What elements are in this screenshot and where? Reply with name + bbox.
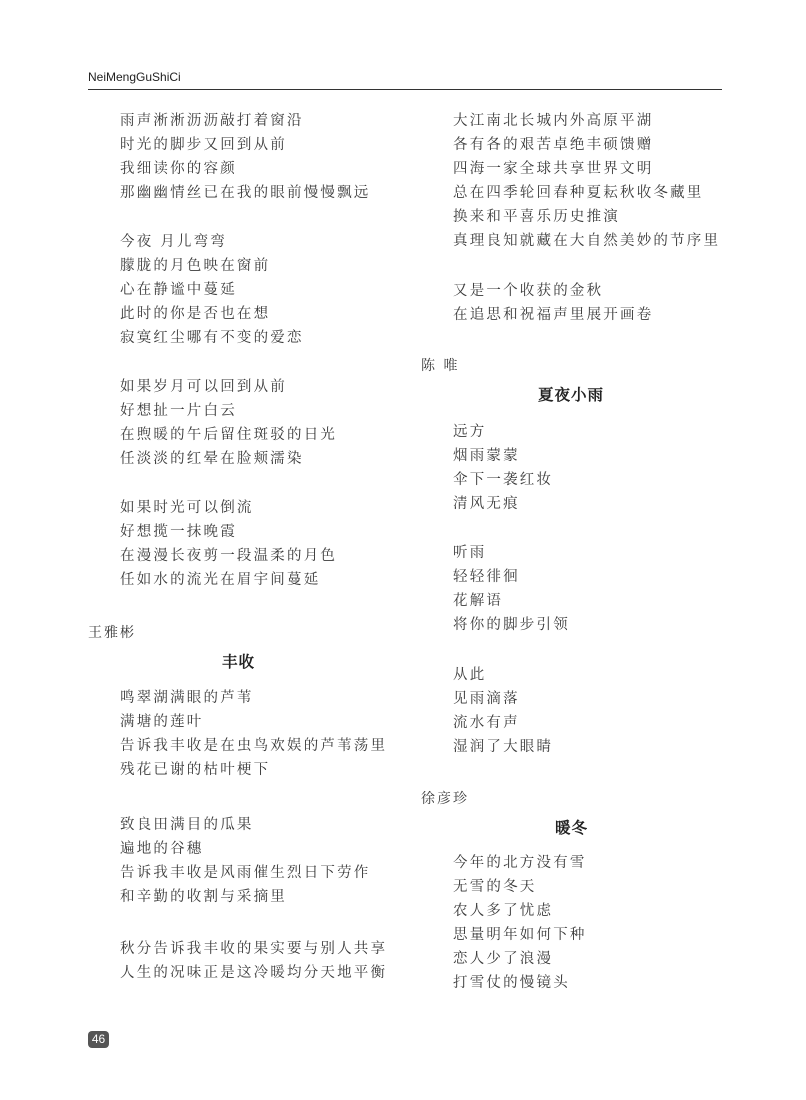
poem-line: 湿润了大眼睛 [453, 739, 554, 755]
poem-line: 我细读你的容颜 [120, 161, 237, 177]
poem-line: 大江南北长城内外高原平湖 [453, 113, 654, 129]
poem-line: 烟雨蒙蒙 [453, 448, 520, 464]
poem-line: 致良田满目的瓜果 [120, 817, 254, 833]
poem-line: 各有各的艰苦卓绝丰硕馈赠 [453, 137, 654, 153]
poem-line: 将你的脚步引领 [453, 617, 570, 633]
poem-line: 花解语 [453, 593, 504, 609]
poem-line: 好想扯一片白云 [120, 403, 237, 419]
poem-line: 总在四季轮回春种夏耘秋收冬藏里 [453, 185, 704, 201]
poem-line: 流水有声 [453, 715, 520, 731]
poem-line: 在追思和祝福声里展开画卷 [453, 307, 654, 323]
poem-line: 今年的北方没有雪 [453, 855, 587, 871]
poem-title: 夏夜小雨 [538, 386, 605, 404]
poem-line: 听雨 [453, 545, 487, 561]
poem-line: 今夜 月儿弯弯 [120, 234, 228, 250]
header-rule [88, 89, 722, 90]
poem-line: 轻轻徘徊 [453, 569, 520, 585]
poem-title: 丰收 [222, 653, 256, 671]
poem-line: 农人多了忧虑 [453, 903, 554, 919]
poem-line: 任如水的流光在眉宇间蔓延 [120, 572, 321, 588]
poem-line: 见雨滴落 [453, 691, 520, 707]
poem-line: 四海一家全球共享世界文明 [453, 161, 654, 177]
poem-line: 朦胧的月色映在窗前 [120, 258, 271, 274]
poem-line: 秋分告诉我丰收的果实要与别人共享 [120, 941, 388, 957]
poem-line: 如果时光可以倒流 [120, 500, 254, 516]
poem-line: 换来和平喜乐历史推演 [453, 209, 620, 225]
poem-line: 如果岁月可以回到从前 [120, 379, 287, 395]
poem-line: 无雪的冬天 [453, 879, 537, 895]
poem-line: 告诉我丰收是在虫鸟欢娱的芦苇荡里 [120, 738, 388, 754]
poem-line: 人生的况味正是这冷暖均分天地平衡 [120, 965, 388, 981]
poem-line: 又是一个收获的金秋 [453, 283, 604, 299]
poem-line: 任淡淡的红晕在脸颊濡染 [120, 451, 304, 467]
poem-line: 寂寞红尘哪有不变的爱恋 [120, 330, 304, 346]
poem-line: 心在静谧中蔓延 [120, 282, 237, 298]
poem-author: 王雅彬 [88, 625, 136, 641]
poem-title: 暖冬 [555, 819, 589, 837]
poem-line: 好想揽一抹晚霞 [120, 524, 237, 540]
page-number: 46 [88, 1031, 109, 1048]
running-header: NeiMengGuShiCi [88, 70, 181, 84]
poem-line: 鸣翠湖满眼的芦苇 [120, 690, 254, 706]
poem-line: 恋人少了浪漫 [453, 951, 554, 967]
poem-line: 清风无痕 [453, 496, 520, 512]
poem-line: 遍地的谷穗 [120, 841, 204, 857]
poem-line: 远方 [453, 424, 487, 440]
poem-line: 思量明年如何下种 [453, 927, 587, 943]
poem-author: 徐彦珍 [421, 791, 469, 807]
poem-line: 从此 [453, 667, 487, 683]
poem-line: 打雪仗的慢镜头 [453, 975, 570, 991]
poem-line: 满塘的莲叶 [120, 714, 204, 730]
poem-line: 雨声淅淅沥沥敲打着窗沿 [120, 113, 304, 129]
poem-author: 陈 唯 [421, 358, 460, 374]
poem-line: 真理良知就藏在大自然美妙的节序里 [453, 233, 721, 249]
poem-line: 在煦暖的午后留住斑驳的日光 [120, 427, 338, 443]
poem-line: 在漫漫长夜剪一段温柔的月色 [120, 548, 338, 564]
poem-line: 告诉我丰收是风雨催生烈日下劳作 [120, 865, 371, 881]
poem-line: 伞下一袭红妆 [453, 472, 554, 488]
poem-line: 时光的脚步又回到从前 [120, 137, 287, 153]
poem-line: 那幽幽情丝已在我的眼前慢慢飘远 [120, 185, 371, 201]
poem-line: 此时的你是否也在想 [120, 306, 271, 322]
poem-line: 残花已谢的枯叶梗下 [120, 762, 271, 778]
poem-line: 和辛勤的收割与采摘里 [120, 889, 287, 905]
